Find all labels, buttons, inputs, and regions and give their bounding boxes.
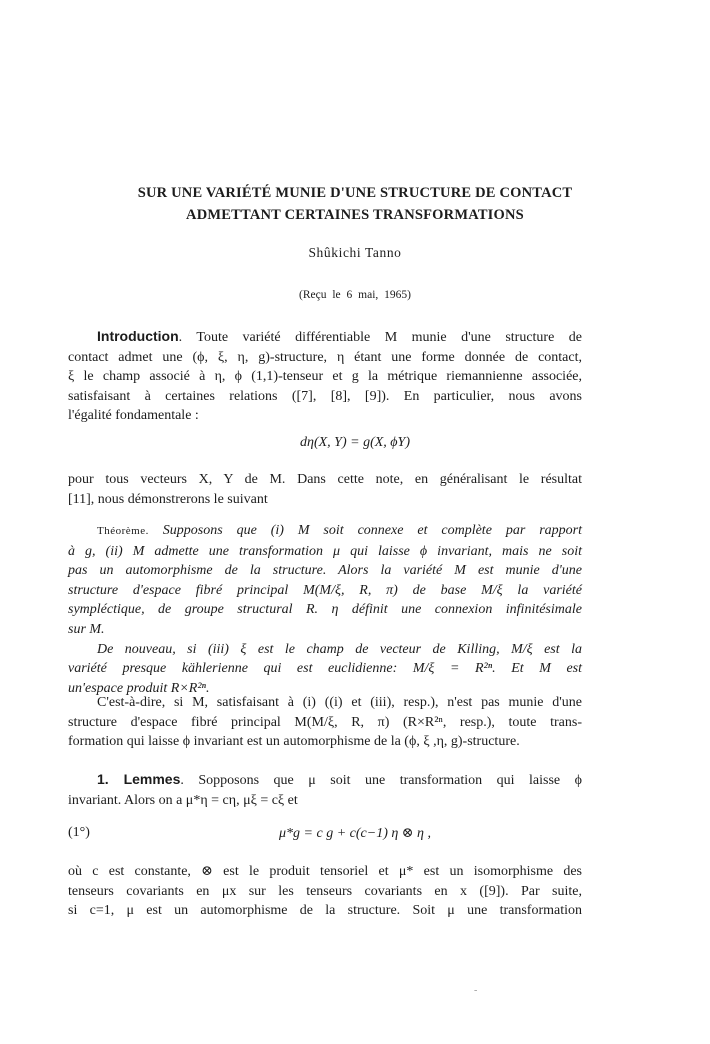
final-paragraph [68, 862, 582, 921]
text-line: ξ le champ associé à η, ϕ (1,1)-tenseur et g la métrique riemannienne associée, [68, 369, 582, 385]
text-line: sur M. [68, 621, 105, 637]
equation-label: (1°) [68, 825, 90, 840]
text-line: structure d'espace fibré principal M(M/ξ, R, π) de base M/ξ la variété [68, 582, 582, 598]
page-mark: - [474, 985, 478, 996]
text-line: satisfaisant à certaines relations ([7], [8], [9]). En particulier, nous avons [68, 388, 582, 404]
text-line: structure d'espace fibré principal M(M/ξ, R, π) (R×R²ⁿ, resp.), toute trans- [68, 714, 582, 730]
text-line: pour tous vecteurs X, Y de M. Dans cette note, en généralisant le résultat [68, 472, 582, 487]
introduction-heading: Introduction [97, 328, 179, 344]
cest-a-dire-paragraph [68, 693, 582, 752]
text-line: à g, (ii) M admette une transformation μ qui laisse ϕ invariant, mais ne soit [68, 543, 582, 559]
text-line: . Sopposons que μ soit une transformation qui laisse ϕ [180, 773, 582, 788]
text-line: l'égalité fondamentale : [68, 408, 199, 424]
author-name: Shûkichi Tanno [308, 245, 402, 260]
theorem-block [68, 521, 582, 698]
title-line-2: ADMETTANT CERTAINES TRANSFORMATIONS [186, 207, 524, 223]
equation-lemma: μ*g = c g + c(c−1) η ⊗ η , [279, 826, 431, 841]
text-line: C'est-à-dire, si M, satisfaisant à (i) ((i) et (iii), resp.), n'est pas munie d'une [97, 695, 582, 710]
text-line: tenseurs covariants en μx sur les tenseurs covariants en x ([9]). Par suite, [68, 883, 582, 899]
text-line: invariant. Alors on a μ*η = cη, μξ = cξ et [68, 792, 298, 808]
text-line: formation qui laisse ϕ invariant est un automorphisme de la (ϕ, ξ ,η, g)-structure. [68, 734, 520, 750]
theorem-label: Théorème. [97, 525, 149, 537]
text-line: De nouveau, si (iii) ξ est le champ de vecteur de Killing, M/ξ est la [97, 641, 582, 657]
text-line: [11], nous démonstrerons le suivant [68, 491, 268, 507]
title-line-1: SUR UNE VARIÉTÉ MUNIE D'UNE STRUCTURE DE CONTACT [137, 185, 573, 201]
lemmes-heading: 1. Lemmes [97, 771, 181, 787]
text-line: . Toute variété différentiable M munie d'une structure de [178, 330, 582, 345]
equation-fundamental: dη(X, Y) = g(X, ϕY) [300, 435, 410, 450]
text-line: si c=1, μ est un automorphisme de la structure. Soit μ une transformation [68, 903, 582, 919]
text-line: sympléctique, de groupe structural R. η définit une connexion infinitésimale [68, 602, 582, 618]
after-equation-paragraph [68, 470, 582, 509]
text-line: où c est constante, ⊗ est le produit tensoriel et μ* est un isomorphisme des [68, 864, 582, 879]
text-line: pas un automorphisme de la structure. Alors la variété M est munie d'une [68, 563, 582, 579]
text-line: Supposons que (i) M soit connexe et complète par rapport [162, 523, 582, 538]
text-line: variété presque kählerienne qui est euclidienne: M/ξ = R²ⁿ. Et M est [68, 661, 582, 677]
text-line: un'espace produit R×R²ⁿ. [68, 680, 210, 696]
lemmes-paragraph [68, 770, 582, 810]
introduction-paragraph [68, 327, 582, 426]
paper-title [0, 182, 710, 226]
text-line: contact admet une (ϕ, ξ, η, g)-structure, η étant une forme donnée de contact, [68, 349, 582, 365]
received-date: (Reçu le 6 mai, 1965) [299, 289, 411, 301]
